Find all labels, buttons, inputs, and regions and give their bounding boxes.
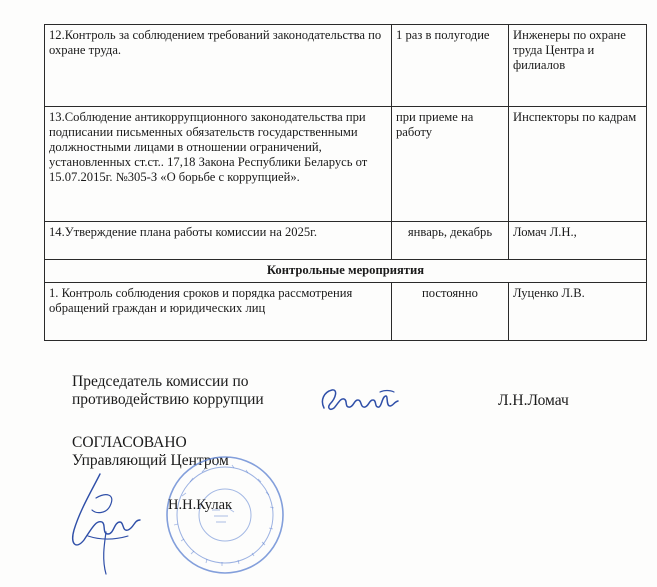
responsible-cell: Инспекторы по кадрам xyxy=(509,107,647,222)
table-row xyxy=(45,283,647,341)
agreed-label: СОГЛАСОВАНО xyxy=(72,434,187,451)
chairman-signature xyxy=(318,384,408,418)
chairman-title-line1: Председатель комиссии по xyxy=(72,373,249,390)
chairman-title xyxy=(72,373,264,409)
table-row xyxy=(45,107,647,222)
responsible-cell: Ломач Л.Н., xyxy=(509,222,647,260)
period-cell: 1 раз в полугодие xyxy=(392,25,509,107)
official-stamp xyxy=(162,452,288,578)
activity-cell: 14.Утверждение плана работы комиссии на 2025г. xyxy=(45,222,392,260)
table-row xyxy=(45,25,647,107)
section-row xyxy=(45,260,647,283)
manager-signature xyxy=(66,470,156,578)
section-title: Контрольные мероприятия xyxy=(45,260,647,283)
period-cell: январь, декабрь xyxy=(392,222,509,260)
activity-plan-table xyxy=(44,24,647,341)
agreed-manager-title: Управляющий Центром xyxy=(72,452,229,469)
period-cell: постоянно xyxy=(392,283,509,341)
period-cell: при приеме на работу xyxy=(392,107,509,222)
responsible-cell: Инженеры по охране труда Центра и филиалов xyxy=(509,25,647,107)
table-row xyxy=(45,222,647,260)
responsible-cell: Луценко Л.В. xyxy=(509,283,647,341)
activity-cell: 1. Контроль соблюдения сроков и порядка рассмотрения обращений граждан и юридических лиц xyxy=(45,283,392,341)
chairman-name: Л.Н.Ломач xyxy=(498,392,569,409)
activity-cell: 13.Соблюдение антикоррупционного законодательства при подписании письменных обязательств государственными должностными лицами в отношении ограничений, установленных ст.ст.. 17,18 Закона Республики Беларусь от 15.07.2015г. №305-З «О борьбе с коррупцией». xyxy=(45,107,392,222)
chairman-title-line2: противодействию коррупции xyxy=(72,391,264,408)
activity-cell: 12.Контроль за соблюдением требований законодательства по охране труда. xyxy=(45,25,392,107)
manager-name: Н.Н.Кулак xyxy=(168,497,233,513)
